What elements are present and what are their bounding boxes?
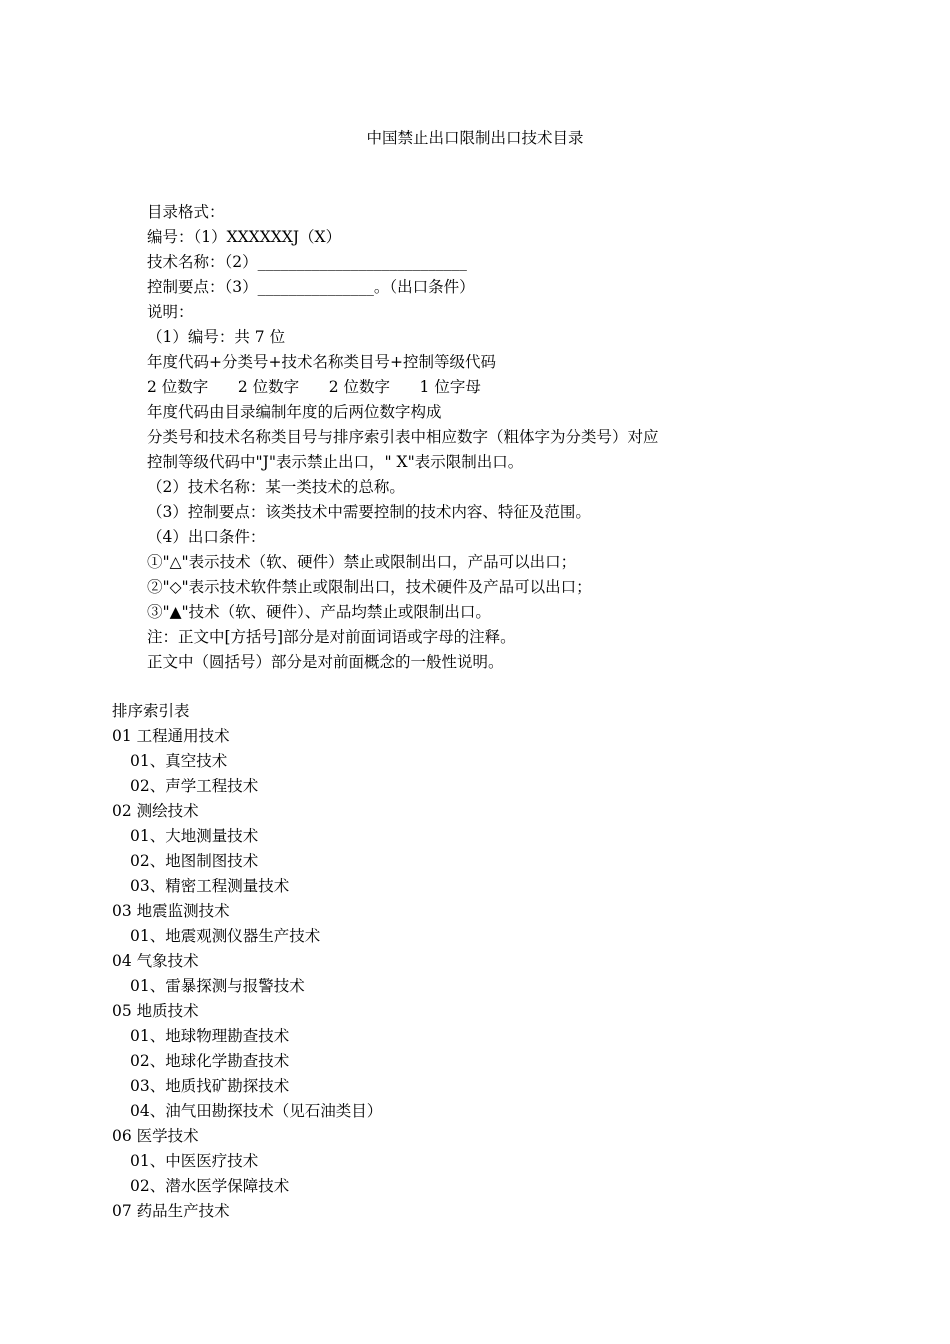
index-category: 07 药品生产技术 — [112, 1202, 230, 1220]
explanation-heading: 说明： — [147, 303, 194, 321]
index-item: 02、潜水医学保障技术 — [130, 1177, 290, 1195]
explanation-line: （2）技术名称：某一类技术的总称。 — [147, 478, 405, 496]
explanation-line: 2 位数字 2 位数字 2 位数字 1 位字母 — [147, 378, 481, 396]
index-item: 02、地图制图技术 — [130, 852, 259, 870]
index-item: 04、油气田勘探技术（见石油类目） — [130, 1102, 383, 1120]
index-category: 04 气象技术 — [112, 952, 199, 970]
index-title: 排序索引表 — [112, 702, 190, 720]
note-line: 正文中（圆括号）部分是对前面概念的一般性说明。 — [147, 653, 504, 671]
format-section — [147, 200, 887, 675]
note-line: 注：正文中[方括号]部分是对前面词语或字母的注释。 — [147, 628, 516, 646]
format-line-number: 编号：（1）XXXXXXJ（X） — [147, 228, 342, 246]
explanation-line: ②"◇"表示技术软件禁止或限制出口，技术硬件及产品可以出口； — [147, 578, 592, 596]
explanation-line: ③"▲"技术（软、硬件）、产品均禁止或限制出口。 — [147, 603, 491, 621]
explanation-line: （3）控制要点：该类技术中需要控制的技术内容、特征及范围。 — [147, 503, 591, 521]
index-item: 02、地球化学勘查技术 — [130, 1052, 290, 1070]
index-item: 01、大地测量技术 — [130, 827, 259, 845]
index-section — [112, 699, 872, 1224]
index-category: 02 测绘技术 — [112, 802, 199, 820]
index-category: 05 地质技术 — [112, 1002, 199, 1020]
index-item: 01、地球物理勘查技术 — [130, 1027, 290, 1045]
index-category: 06 医学技术 — [112, 1127, 199, 1145]
index-category: 03 地震监测技术 — [112, 902, 230, 920]
explanation-line: 年度代码+分类号+技术名称类目号+控制等级代码 — [147, 353, 496, 371]
explanation-line: 分类号和技术名称类目号与排序索引表中相应数字（粗体字为分类号）对应 — [147, 428, 659, 446]
explanation-line: 年度代码由目录编制年度的后两位数字构成 — [147, 403, 442, 421]
index-category: 01 工程通用技术 — [112, 727, 230, 745]
explanation-line: （4）出口条件： — [147, 528, 266, 546]
index-item: 01、雷暴探测与报警技术 — [130, 977, 305, 995]
explanation-line: （1）编号：共 7 位 — [147, 328, 286, 346]
explanation-line: 控制等级代码中"J"表示禁止出口，" X"表示限制出口。 — [147, 453, 524, 471]
index-item: 03、精密工程测量技术 — [130, 877, 290, 895]
document-title: 中国禁止出口限制出口技术目录 — [366, 129, 584, 147]
format-heading: 目录格式： — [147, 203, 225, 221]
index-item: 02、声学工程技术 — [130, 777, 259, 795]
format-line-name: 技术名称：（2）___________________________ — [147, 253, 467, 271]
explanation-line: ①"△"表示技术（软、硬件）禁止或限制出口，产品可以出口； — [147, 553, 577, 571]
index-item: 03、地质找矿勘探技术 — [130, 1077, 290, 1095]
format-line-control: 控制要点：（3）_______________。（出口条件） — [147, 278, 475, 296]
index-item: 01、地震观测仪器生产技术 — [130, 927, 321, 945]
index-item: 01、真空技术 — [130, 752, 228, 770]
index-item: 01、中医医疗技术 — [130, 1152, 259, 1170]
